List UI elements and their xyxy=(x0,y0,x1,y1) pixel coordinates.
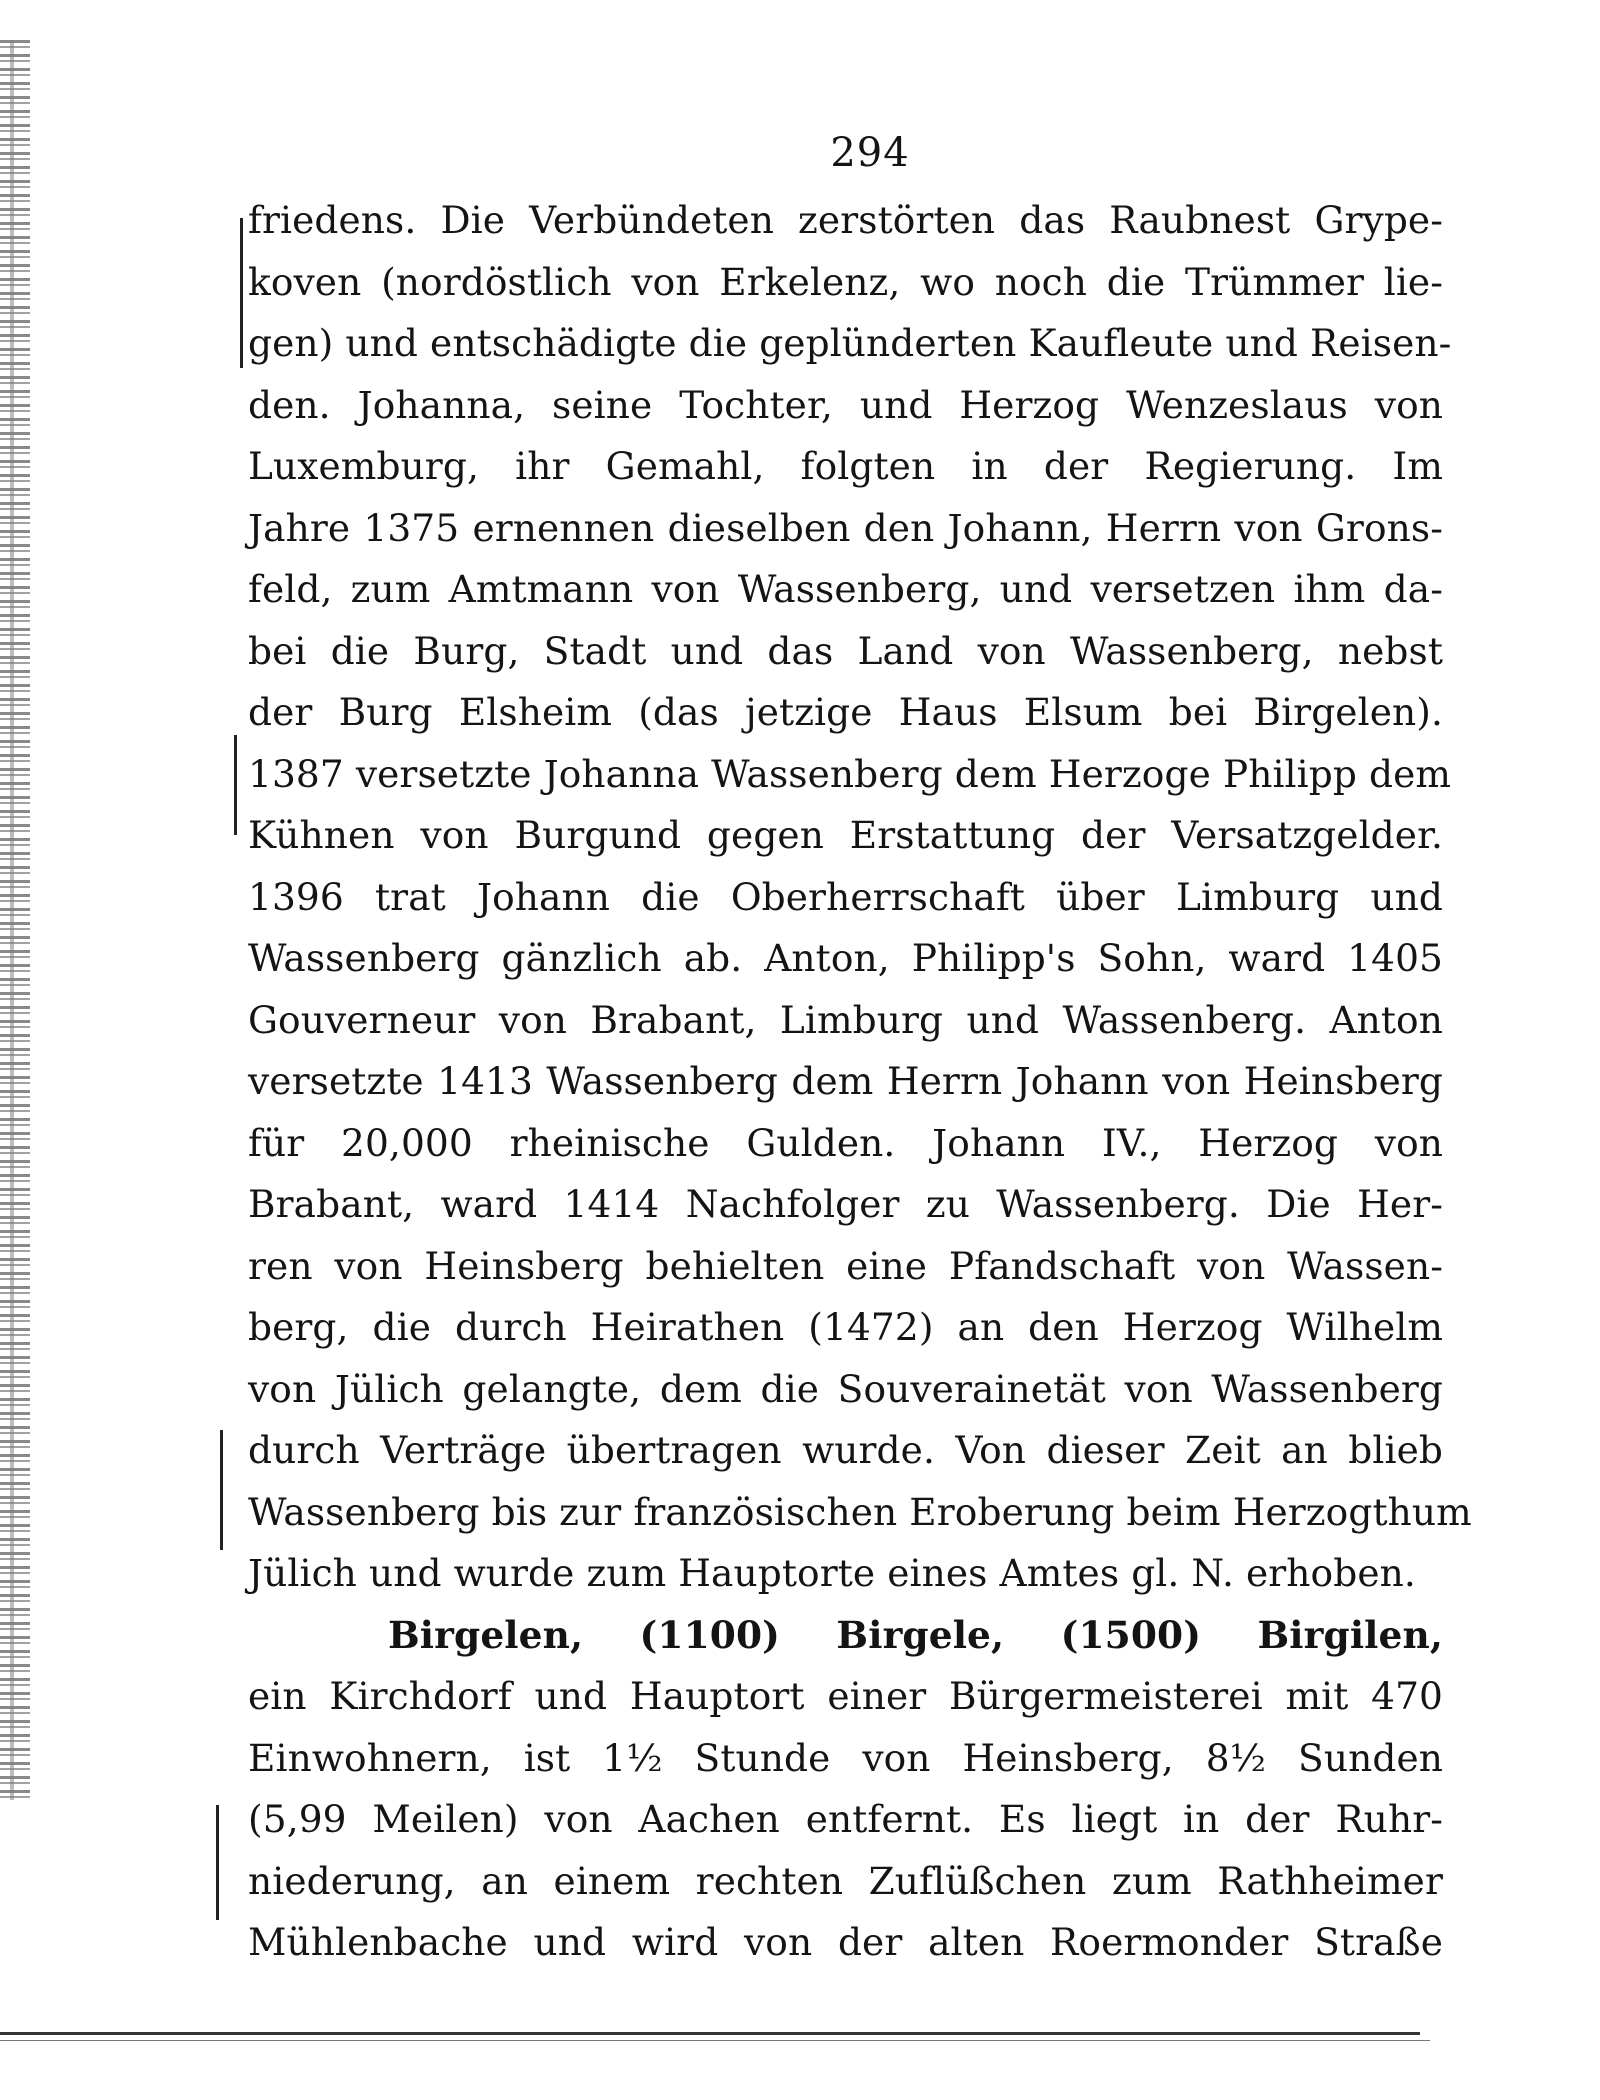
text-line: für 20,000 rheinische Gulden. Johann IV., Herzog von xyxy=(248,1120,1443,1165)
bottom-rule xyxy=(0,2032,1420,2035)
text-line: koven (nordöstlich von Erkelenz, wo noch die Trümmer lie- xyxy=(248,259,1443,304)
page-number: 294 xyxy=(830,130,910,176)
text-line: feld, zum Amtmann von Wassenberg, und versetzen ihm da- xyxy=(248,567,1443,611)
text-line: Mühlenbache und wird von der alten Roermonder Straße xyxy=(248,1920,1443,1964)
text-line: Jülich und wurde zum Hauptorte eines Amtes gl. N. erhoben. xyxy=(248,1551,1416,1595)
text-line: bei die Burg, Stadt und das Land von Wassenberg, nebst xyxy=(248,628,1443,673)
text-line: (5,99 Meilen) von Aachen entfernt. Es liegt in der Ruhr- xyxy=(248,1797,1443,1841)
text-line: Kühnen von Burgund gegen Erstattung der Versatzgelder. xyxy=(248,813,1443,857)
text-line: ein Kirchdorf und Hauptort einer Bürgermeisterei mit 470 xyxy=(248,1674,1443,1718)
margin-mark xyxy=(240,218,243,368)
text-line: Wassenberg gänzlich ab. Anton, Philipp's Sohn, ward 1405 xyxy=(248,936,1443,980)
text-line: 1396 trat Johann die Oberherrschaft über Limburg und xyxy=(248,874,1443,919)
margin-mark xyxy=(234,735,237,835)
text-line: den. Johanna, seine Tochter, und Herzog Wenzeslaus von xyxy=(248,382,1443,427)
text-line: friedens. Die Verbündeten zerstörten das Raubnest Grype- xyxy=(248,198,1443,242)
text-line: durch Verträge übertragen wurde. Von dieser Zeit an blieb xyxy=(248,1428,1443,1472)
scan-edge-shadow xyxy=(10,40,14,1800)
entry-heading-line: Birgelen, (1100) Birgele, (1500) Birgilen, xyxy=(388,1612,1443,1657)
text-line: Einwohnern, ist 1½ Stunde von Heinsberg, 8½ Sunden xyxy=(248,1735,1443,1780)
text-line: Luxemburg, ihr Gemahl, folgten in der Regierung. Im xyxy=(248,444,1443,488)
text-line: niederung, an einem rechten Zuflüßchen zum Rathheimer xyxy=(248,1858,1443,1903)
text-line: ren von Heinsberg behielten eine Pfandschaft von Wassen- xyxy=(248,1243,1443,1288)
margin-mark xyxy=(216,1805,219,1920)
text-line: 1387 versetzte Johanna Wassenberg dem Herzoge Philipp dem xyxy=(248,751,1452,796)
text-line: Wassenberg bis zur französischen Eroberung beim Herzogthum xyxy=(248,1489,1472,1534)
text-line: von Jülich gelangte, dem die Souverainetät von Wassenberg xyxy=(248,1366,1443,1411)
margin-mark xyxy=(220,1430,223,1550)
text-line: Jahre 1375 ernennen dieselben den Johann, Herrn von Grons- xyxy=(248,505,1443,550)
scan-edge-artifact xyxy=(0,40,30,1800)
text-line: versetzte 1413 Wassenberg dem Herrn Johann von Heinsberg xyxy=(248,1059,1443,1103)
text-line: Gouverneur von Brabant, Limburg und Wassenberg. Anton xyxy=(248,997,1443,1042)
text-line: der Burg Elsheim (das jetzige Haus Elsum bei Birgelen). xyxy=(248,690,1443,734)
text-line: gen) und entschädigte die geplünderten Kaufleute und Reisen- xyxy=(248,321,1452,365)
text-line: berg, die durch Heirathen (1472) an den Herzog Wilhelm xyxy=(248,1305,1443,1349)
bottom-rule-shadow xyxy=(0,2040,1430,2041)
text-line: Brabant, ward 1414 Nachfolger zu Wassenberg. Die Her- xyxy=(248,1182,1443,1226)
body-text xyxy=(248,190,1472,1974)
